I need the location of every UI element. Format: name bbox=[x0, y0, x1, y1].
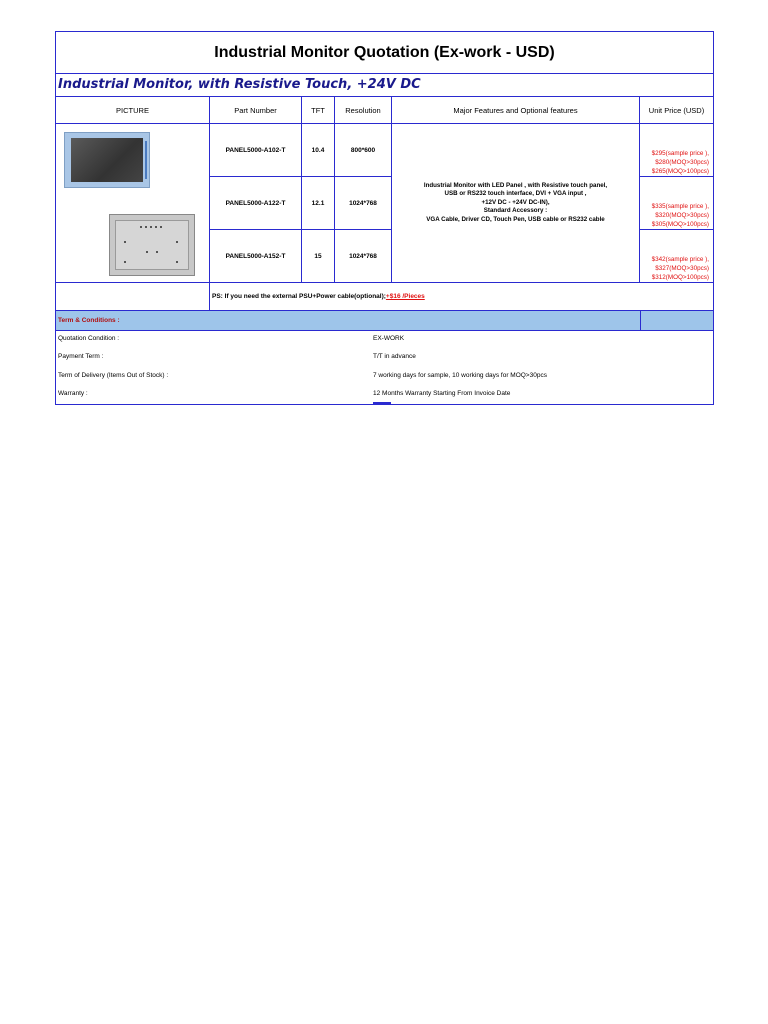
picture-cell bbox=[56, 124, 210, 283]
sheet-subtitle: Industrial Monitor, with Resistive Touch, +24V DC bbox=[56, 73, 713, 97]
feature-line: Standard Accessory : bbox=[483, 207, 548, 215]
price-moq-100: $265(MOQ>100pcs) bbox=[651, 168, 709, 175]
unit-price-cell bbox=[640, 124, 713, 177]
sheet-title: Industrial Monitor Quotation (Ex-work - USD) bbox=[56, 32, 713, 74]
term-value: 12 Months Warranty Starting From Invoice Date bbox=[373, 390, 511, 397]
tft-cell: 10.4 bbox=[302, 124, 335, 177]
feature-line: USB or RS232 touch interface, DVI + VGA input , bbox=[444, 190, 587, 198]
cell-cursor-underline bbox=[373, 402, 391, 404]
term-value: EX-WORK bbox=[373, 335, 405, 342]
terms-header-bar bbox=[56, 311, 713, 331]
term-key: Payment Term : bbox=[58, 353, 104, 360]
tft-cell: 15 bbox=[302, 230, 335, 283]
unit-price-cell bbox=[640, 230, 713, 283]
price-moq-100: $312(MOQ>100pcs) bbox=[651, 274, 709, 281]
monitor-front-image bbox=[64, 132, 150, 188]
ps-note-price: +$16 /Pieces bbox=[385, 293, 425, 300]
header-unit-price: Unit Price (USD) bbox=[640, 97, 713, 124]
monitor-back-image bbox=[109, 214, 195, 276]
header-tft: TFT bbox=[302, 97, 335, 124]
header-picture: PICTURE bbox=[56, 97, 210, 124]
tft-cell: 12.1 bbox=[302, 177, 335, 230]
term-row bbox=[56, 350, 713, 368]
term-key: Term of Delivery (Items Out of Stock) : bbox=[58, 372, 169, 379]
header-features: Major Features and Optional features bbox=[392, 97, 640, 124]
feature-line: +12V DC - +24V DC-IN), bbox=[481, 198, 550, 206]
terms-title: Term & Conditions : bbox=[58, 317, 120, 324]
quotation-sheet bbox=[55, 31, 714, 405]
term-key: Warranty : bbox=[58, 390, 88, 397]
unit-price-cell bbox=[640, 177, 713, 230]
term-value: 7 working days for sample, 10 working days for MOQ>30pcs bbox=[373, 372, 547, 379]
ps-note-text: PS: If you need the external PSU+Power cable(optional); bbox=[212, 293, 386, 300]
price-sample: $342(sample price ), bbox=[651, 256, 709, 263]
price-moq-30: $320(MOQ>30pcs) bbox=[655, 212, 709, 219]
term-value: T/T in advance bbox=[373, 353, 416, 360]
price-sample: $335(sample price ), bbox=[651, 203, 709, 210]
resolution-cell: 800*600 bbox=[335, 124, 392, 177]
term-key: Quotation Condition : bbox=[58, 335, 120, 342]
price-sample: $295(sample price ), bbox=[651, 150, 709, 157]
part-number-cell: PANEL5000-A152-T bbox=[210, 230, 302, 283]
price-moq-30: $327(MOQ>30pcs) bbox=[655, 265, 709, 272]
part-number-cell: PANEL5000-A102-T bbox=[210, 124, 302, 177]
features-cell bbox=[392, 124, 640, 283]
price-moq-30: $280(MOQ>30pcs) bbox=[655, 159, 709, 166]
part-number-cell: PANEL5000-A122-T bbox=[210, 177, 302, 230]
header-part-number: Part Number bbox=[210, 97, 302, 124]
header-resolution: Resolution bbox=[335, 97, 392, 124]
ps-note bbox=[210, 283, 713, 311]
term-row bbox=[56, 332, 713, 350]
term-row bbox=[56, 369, 713, 387]
resolution-cell: 1024*768 bbox=[335, 177, 392, 230]
price-moq-100: $305(MOQ>100pcs) bbox=[651, 221, 709, 228]
feature-line: Industrial Monitor with LED Panel , with Resistive touch panel, bbox=[423, 181, 608, 189]
resolution-cell: 1024*768 bbox=[335, 230, 392, 283]
feature-line: VGA Cable, Driver CD, Touch Pen, USB cable or RS232 cable bbox=[426, 215, 605, 223]
ps-empty-cell bbox=[56, 283, 210, 311]
